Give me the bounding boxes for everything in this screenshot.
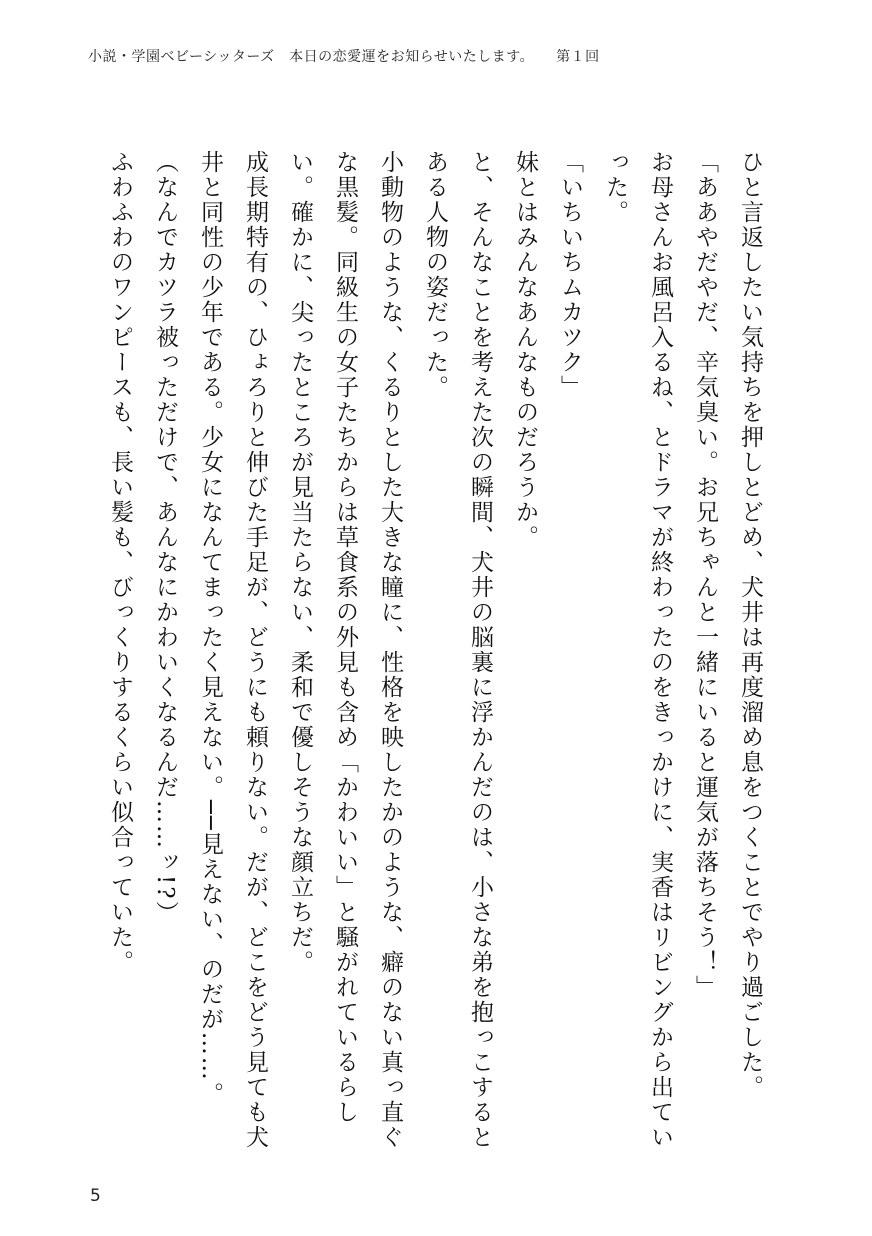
header-title: 小説・学園ベビーシッターズ 本日の恋愛運をお知らせいたします。 — [88, 49, 535, 65]
paragraph: と、そんなことを考えた次の瞬間、犬井の脳裏に浮かんだのは、小さな弟を抱っこするとある人物の姿だった。 — [422, 150, 493, 1150]
paragraph: （なんでカツラ被っただけで、あんなにかわいくなるんだ……ッ!?） — [152, 150, 178, 926]
header-chapter: 第１回 — [556, 49, 600, 65]
running-header — [88, 46, 600, 66]
paragraph: 「ああやだやだ、辛気臭い。お兄ちゃんと一緒にいると運気が落ちそう！」 — [692, 150, 718, 1000]
paragraph: ひと言返したい気持ちを押しとどめ、犬井は再度溜め息をつくことでやり過ごした。 — [737, 150, 763, 1100]
paragraph: お母さんお風呂入るね、とドラマが終わったのをきっかけに、実香はリビングから出ていった。 — [602, 150, 673, 1150]
paragraph: 成長期特有の、ひょろりと伸びた手足が、どうにも頼りない。だが、どこをどう見ても犬井と同性の少年である。少女になんてまったく見えない。──見えない、のだが……。 — [197, 150, 268, 1150]
page-number: 5 — [90, 1186, 101, 1206]
paragraph: 小動物のような、くるりとした大きな瞳に、性格を映したかのような、癖のない真っ直ぐな黒髪。同級生の女子たちからは草食系の外見も含め「かわいい」と騒がれているらしい。確かに、尖ったところが見当たらない、柔和で優しそうな顔立ちだ。 — [287, 150, 403, 1150]
paragraph: 妹とはみんなあんなものだろうか。 — [512, 150, 538, 550]
vertical-body-text — [97, 150, 772, 1150]
paragraph: 「いちいちムカツク」 — [557, 150, 583, 400]
paragraph: ふわふわのワンピースも、長い髪も、びっくりするくらい似合っていた。 — [107, 150, 133, 975]
